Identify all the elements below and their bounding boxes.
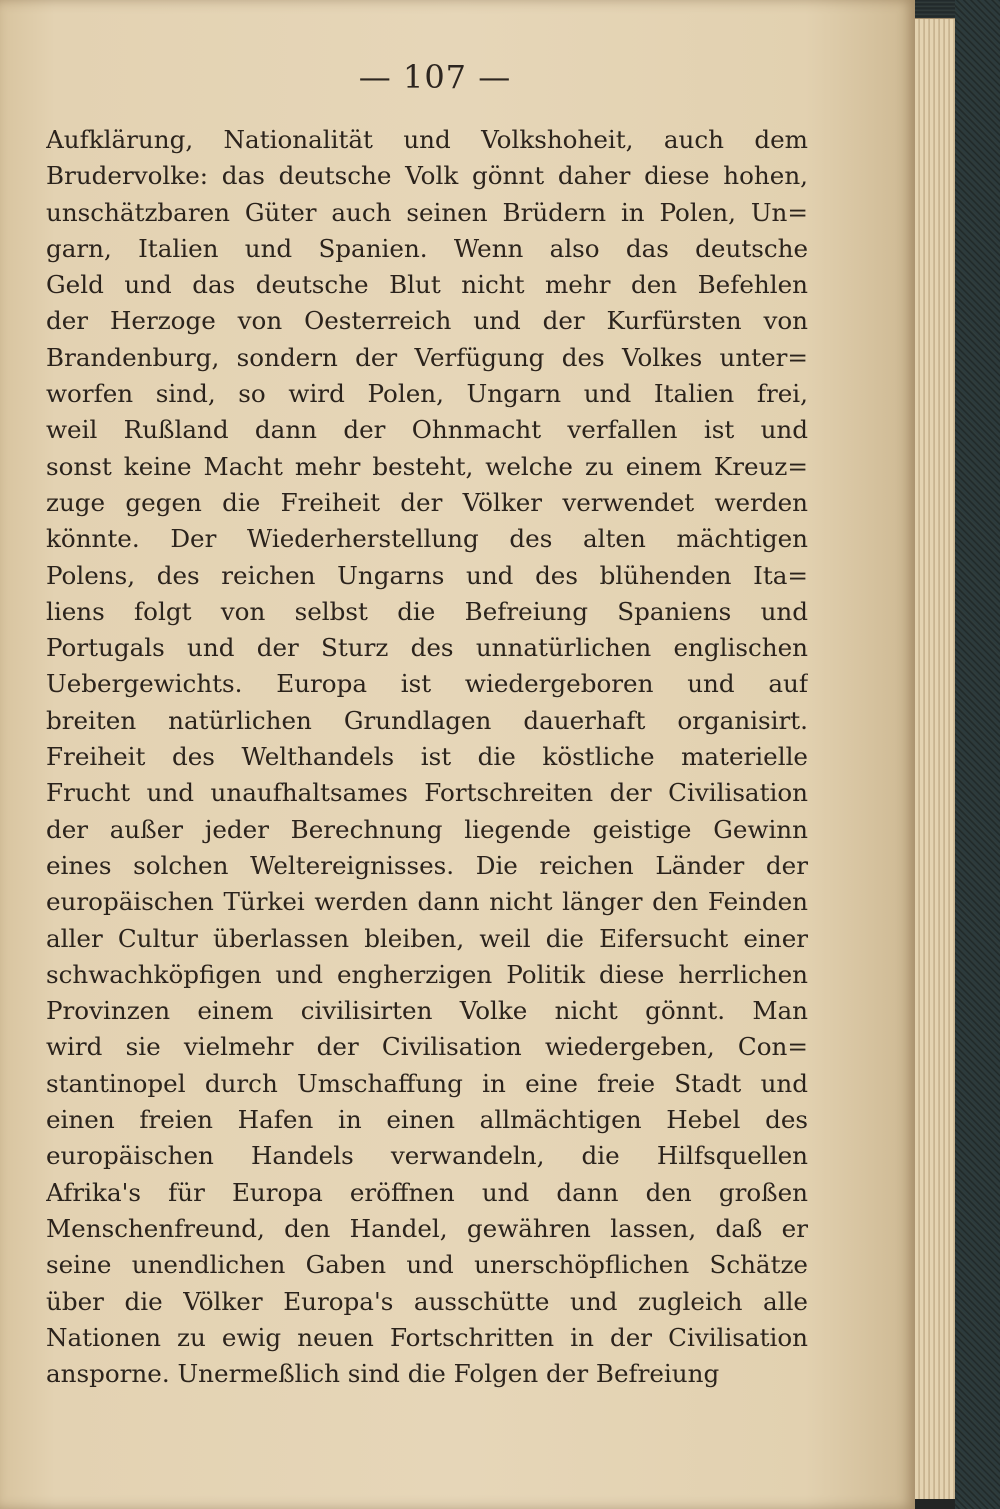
text-line: aller Cultur überlassen bleiben, weil die Eifersucht einer (46, 923, 808, 953)
text-line: schwachköpfigen und engherzigen Politik diese herrlichen (46, 959, 808, 989)
text-line: Afrika's für Europa eröffnen und dann den großen (46, 1177, 808, 1207)
text-line: Portugals und der Sturz des unnatürlichen englischen (46, 633, 808, 663)
text-line: eines solchen Weltereignisses. Die reichen Länder der (46, 850, 808, 880)
text-line: Brudervolke: das deutsche Volk gönnt daher diese hohen, (46, 161, 808, 191)
text-line: wird sie vielmehr der Civilisation wiedergeben, Con= (46, 1032, 808, 1062)
text-line: der außer jeder Berechnung liegende geistige Gewinn (46, 814, 808, 844)
body-text (46, 122, 808, 1392)
text-line: Freiheit des Welthandels ist die köstliche materielle (46, 742, 808, 772)
text-line: breiten natürlichen Grundlagen dauerhaft organisirt. (46, 705, 808, 735)
text-line: Nationen zu ewig neuen Fortschritten in der Civilisation (46, 1322, 808, 1352)
text-line: könnte. Der Wiederherstellung des alten mächtigen (46, 524, 808, 554)
text-line: Uebergewichts. Europa ist wiedergeboren und auf (46, 669, 808, 699)
text-line: Frucht und unaufhaltsames Fortschreiten der Civilisation (46, 778, 808, 808)
text-line: Provinzen einem civilisirten Volke nicht gönnt. Man (46, 996, 808, 1026)
text-line: stantinopel durch Umschaffung in eine freie Stadt und (46, 1068, 808, 1098)
page-number: — 107 — (358, 58, 512, 96)
text-line: seine unendlichen Gaben und unerschöpflichen Schätze (46, 1250, 808, 1280)
text-line: Aufklärung, Nationalität und Volkshoheit, auch dem (46, 125, 808, 154)
text-line: europäischen Handels verwandeln, die Hilfsquellen (46, 1141, 808, 1171)
text-line: garn, Italien und Spanien. Wenn also das deutsche (46, 233, 808, 263)
text-line: Menschenfreund, den Handel, gewähren lassen, daß er (46, 1213, 808, 1243)
text-line: ansporne. Unermeßlich sind die Folgen der Befreiung (46, 1359, 720, 1389)
text-line: der Herzoge von Oesterreich und der Kurfürsten von (46, 306, 808, 336)
text-line: Polens, des reichen Ungarns und des blühenden Ita= (46, 560, 808, 590)
text-line: Geld und das deutsche Blut nicht mehr den Befehlen (46, 270, 808, 300)
text-line: liens folgt von selbst die Befreiung Spaniens und (46, 596, 808, 626)
text-line: über die Völker Europa's ausschütte und zugleich alle (46, 1286, 808, 1316)
text-line: zuge gegen die Freiheit der Völker verwendet werden (46, 487, 808, 517)
page-edges (915, 18, 955, 1499)
book-cover-edge (955, 0, 1000, 1509)
text-line: europäischen Türkei werden dann nicht länger den Feinden (46, 887, 808, 917)
text-line: Brandenburg, sondern der Verfügung des Volkes unter= (46, 342, 808, 372)
text-line: worfen sind, so wird Polen, Ungarn und Italien frei, (46, 379, 808, 409)
text-line: einen freien Hafen in einen allmächtigen Hebel des (46, 1105, 808, 1135)
text-line: sonst keine Macht mehr besteht, welche zu einem Kreuz= (46, 451, 808, 481)
text-line: weil Rußland dann der Ohnmacht verfallen ist und (46, 415, 808, 445)
text-line: unschätzbaren Güter auch seinen Brüdern in Polen, Un= (46, 197, 808, 227)
